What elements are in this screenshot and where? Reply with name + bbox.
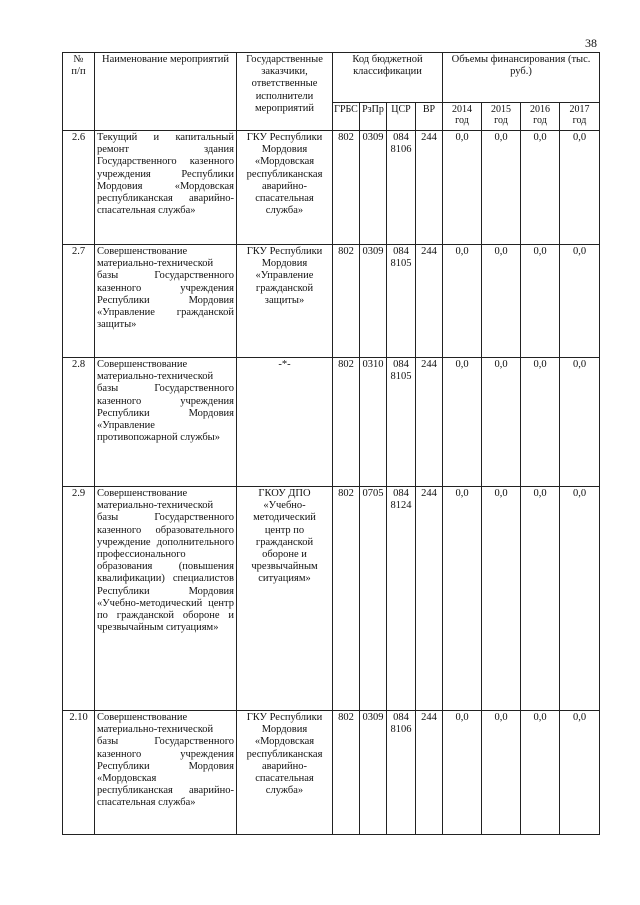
row-2015: 0,0 — [482, 131, 521, 245]
header-vr: ВР — [416, 103, 443, 131]
table-row — [63, 245, 600, 358]
row-rzpr: 0309 — [360, 711, 387, 835]
row-grbs: 802 — [333, 487, 360, 711]
table-row — [63, 131, 600, 245]
row-name: Совершенствование материально-технической базы Государственного казенного учреждения Республики Мордовия «Управление гражданской защиты» — [95, 245, 237, 358]
header-2017: 2017 год — [560, 103, 600, 131]
row-num: 2.9 — [63, 487, 95, 711]
row-2015: 0,0 — [482, 358, 521, 487]
header-2016: 2016 год — [521, 103, 560, 131]
header-num: № п/п — [63, 53, 95, 131]
row-rzpr: 0310 — [360, 358, 387, 487]
row-2017: 0,0 — [560, 487, 600, 711]
row-name: Совершенствование материально-технической базы Государственного казенного учреждения Республики Мордовия «Управление противопожарной службы» — [95, 358, 237, 487]
row-csr: 084 8105 — [387, 358, 416, 487]
row-2016: 0,0 — [521, 245, 560, 358]
row-2016: 0,0 — [521, 131, 560, 245]
row-2016: 0,0 — [521, 358, 560, 487]
row-num: 2.6 — [63, 131, 95, 245]
row-name: Совершенствование материально-технической базы Государственного казенного учреждения Республики Мордовия «Мордовская республиканская аварийно-спасательная служба» — [95, 711, 237, 835]
row-2017: 0,0 — [560, 358, 600, 487]
row-vr: 244 — [416, 358, 443, 487]
row-vr: 244 — [416, 131, 443, 245]
row-num: 2.10 — [63, 711, 95, 835]
row-2014: 0,0 — [443, 358, 482, 487]
row-csr: 084 8124 — [387, 487, 416, 711]
row-grbs: 802 — [333, 245, 360, 358]
row-2014: 0,0 — [443, 131, 482, 245]
header-financing: Объемы финансирования (тыс. руб.) — [443, 53, 600, 103]
row-2015: 0,0 — [482, 245, 521, 358]
header-budget-code: Код бюджетной классификации — [333, 53, 443, 103]
row-customer: ГКУ Республики Мордовия «Мордовская республиканская аварийно-спасательная служба» — [237, 131, 333, 245]
row-2016: 0,0 — [521, 487, 560, 711]
row-rzpr: 0705 — [360, 487, 387, 711]
row-customer: -*- — [237, 358, 333, 487]
row-vr: 244 — [416, 487, 443, 711]
row-2017: 0,0 — [560, 245, 600, 358]
row-grbs: 802 — [333, 131, 360, 245]
row-2016: 0,0 — [521, 711, 560, 835]
row-grbs: 802 — [333, 358, 360, 487]
row-num: 2.8 — [63, 358, 95, 487]
header-row — [63, 53, 600, 103]
row-2017: 0,0 — [560, 711, 600, 835]
row-2014: 0,0 — [443, 487, 482, 711]
row-num: 2.7 — [63, 245, 95, 358]
header-csr: ЦСР — [387, 103, 416, 131]
row-csr: 084 8105 — [387, 245, 416, 358]
row-2017: 0,0 — [560, 131, 600, 245]
row-2015: 0,0 — [482, 487, 521, 711]
row-2014: 0,0 — [443, 245, 482, 358]
header-rzpr: РзПр — [360, 103, 387, 131]
row-customer: ГКОУ ДПО «Учебно-методический центр по гражданской обороне и чрезвычайным ситуациям» — [237, 487, 333, 711]
row-customer: ГКУ Республики Мордовия «Мордовская республиканская аварийно-спасательная служба» — [237, 711, 333, 835]
row-customer: ГКУ Республики Мордовия «Управление гражданской защиты» — [237, 245, 333, 358]
row-csr: 084 8106 — [387, 711, 416, 835]
header-grbs: ГРБС — [333, 103, 360, 131]
row-vr: 244 — [416, 245, 443, 358]
row-name: Совершенствование материально-технической базы Государственного казенного образовательного учреждение дополнительного профессионального образования (повышения квалификации) специалистов Республики Мордовия «Учебно-методический центр по гражданской обороне и чрезвычайным ситуациям» — [95, 487, 237, 711]
row-grbs: 802 — [333, 711, 360, 835]
header-customer: Государственные заказчики, ответственные исполнители мероприятий — [237, 53, 333, 131]
table-row — [63, 358, 600, 487]
header-2015: 2015 год — [482, 103, 521, 131]
row-name: Текущий и капитальный ремонт здания Государственного казенного учреждения Республики Мордовия «Мордовская республиканская аварийно-спасательная служба» — [95, 131, 237, 245]
table-row — [63, 487, 600, 711]
row-2015: 0,0 — [482, 711, 521, 835]
row-vr: 244 — [416, 711, 443, 835]
table-row — [63, 711, 600, 835]
row-2014: 0,0 — [443, 711, 482, 835]
header-name: Наименование мероприятий — [95, 53, 237, 131]
header-2014: 2014 год — [443, 103, 482, 131]
financing-table — [62, 52, 600, 835]
row-rzpr: 0309 — [360, 131, 387, 245]
row-csr: 084 8106 — [387, 131, 416, 245]
page-number: 38 — [585, 36, 597, 50]
row-rzpr: 0309 — [360, 245, 387, 358]
